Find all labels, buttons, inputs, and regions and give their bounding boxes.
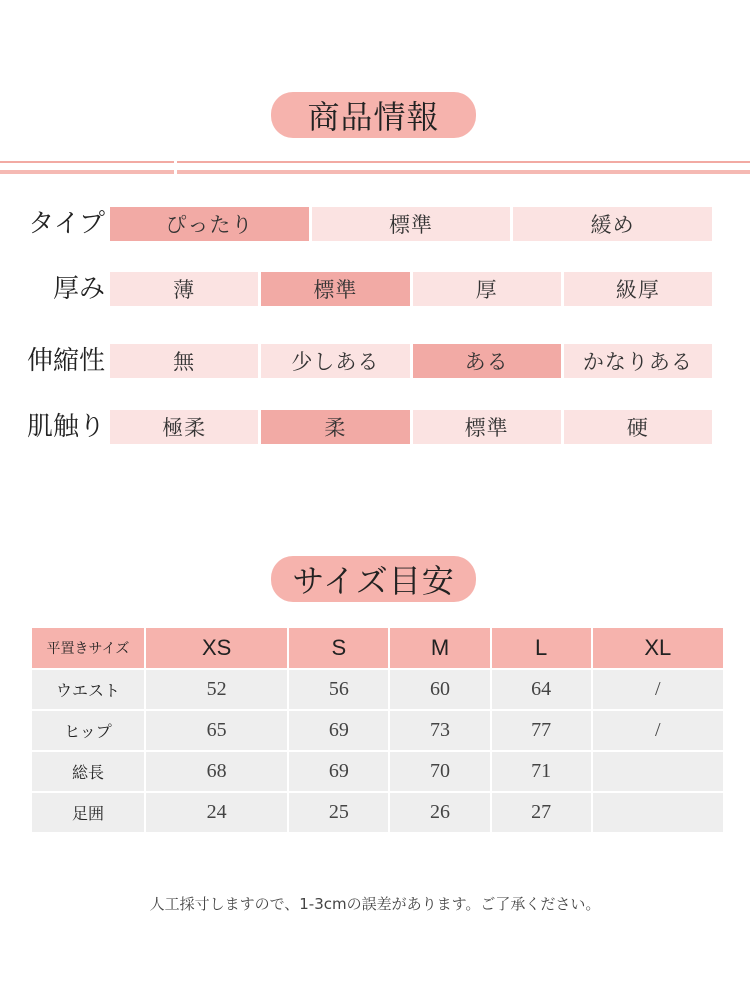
size-table-header xyxy=(32,628,723,668)
measurement-value: / xyxy=(593,711,723,750)
size-table-corner-label: 平置きサイズ xyxy=(32,628,144,668)
divider-line xyxy=(0,161,750,163)
measurement-value: 69 xyxy=(289,752,388,791)
measurement-value: 65 xyxy=(146,711,287,750)
measurement-value: 69 xyxy=(289,711,388,750)
attribute-options xyxy=(110,207,712,241)
measurement-value: 77 xyxy=(492,711,591,750)
attribute-option: 無 xyxy=(110,344,258,378)
attribute-option: 硬 xyxy=(564,410,712,444)
size-column-header: M xyxy=(390,628,489,668)
measurement-value: 60 xyxy=(390,670,489,709)
measurement-value: 70 xyxy=(390,752,489,791)
attribute-row xyxy=(0,410,750,444)
attribute-option: 標準 xyxy=(413,410,561,444)
measurement-value: 25 xyxy=(289,793,388,832)
attribute-option: 薄 xyxy=(110,272,258,306)
attribute-option: 級厚 xyxy=(564,272,712,306)
measurement-note: 人工採寸しますので、1-3cmの誤差があります。ご了承ください。 xyxy=(149,895,601,913)
measurement-label: 総長 xyxy=(32,752,144,791)
measurement-value: 68 xyxy=(146,752,287,791)
size-guide-title: サイズ目安 xyxy=(271,556,476,602)
attribute-option: 極柔 xyxy=(110,410,258,444)
measurement-value: 52 xyxy=(146,670,287,709)
attribute-option-selected: 標準 xyxy=(261,272,409,306)
measurement-value: 26 xyxy=(390,793,489,832)
attribute-option: 厚 xyxy=(413,272,561,306)
attribute-option: 緩め xyxy=(513,207,712,241)
measurement-value: 73 xyxy=(390,711,489,750)
table-row xyxy=(32,711,723,750)
attribute-option-selected: 柔 xyxy=(261,410,409,444)
attribute-label: タイプ xyxy=(28,209,105,239)
measurement-value xyxy=(593,752,723,791)
size-table xyxy=(30,626,725,834)
attribute-row xyxy=(0,207,750,241)
divider-line-thick xyxy=(0,170,750,174)
attribute-options xyxy=(110,344,712,378)
attribute-option: かなりある xyxy=(564,344,712,378)
size-column-header: L xyxy=(492,628,591,668)
measurement-value: / xyxy=(593,670,723,709)
attribute-options xyxy=(110,272,712,306)
attribute-row xyxy=(0,344,750,378)
measurement-label: 足囲 xyxy=(32,793,144,832)
table-row xyxy=(32,670,723,709)
attribute-row xyxy=(0,272,750,306)
measurement-value: 56 xyxy=(289,670,388,709)
attribute-options xyxy=(110,410,712,444)
size-column-header: S xyxy=(289,628,388,668)
attribute-label: 厚み xyxy=(52,274,105,304)
attribute-option: 少しある xyxy=(261,344,409,378)
table-row xyxy=(32,752,723,791)
size-column-header: XL xyxy=(593,628,723,668)
measurement-value: 71 xyxy=(492,752,591,791)
attribute-option: 標準 xyxy=(312,207,511,241)
product-info-title: 商品情報 xyxy=(271,92,476,138)
measurement-value: 27 xyxy=(492,793,591,832)
measurement-label: ヒップ xyxy=(32,711,144,750)
size-column-header: XS xyxy=(146,628,287,668)
measurement-label: ウエスト xyxy=(32,670,144,709)
measurement-value xyxy=(593,793,723,832)
measurement-value: 24 xyxy=(146,793,287,832)
attribute-label: 肌触り xyxy=(26,412,105,442)
attribute-option-selected: ある xyxy=(413,344,561,378)
measurement-value: 64 xyxy=(492,670,591,709)
attribute-label: 伸縮性 xyxy=(26,346,105,376)
table-row xyxy=(32,793,723,832)
attribute-option-selected: ぴったり xyxy=(110,207,309,241)
